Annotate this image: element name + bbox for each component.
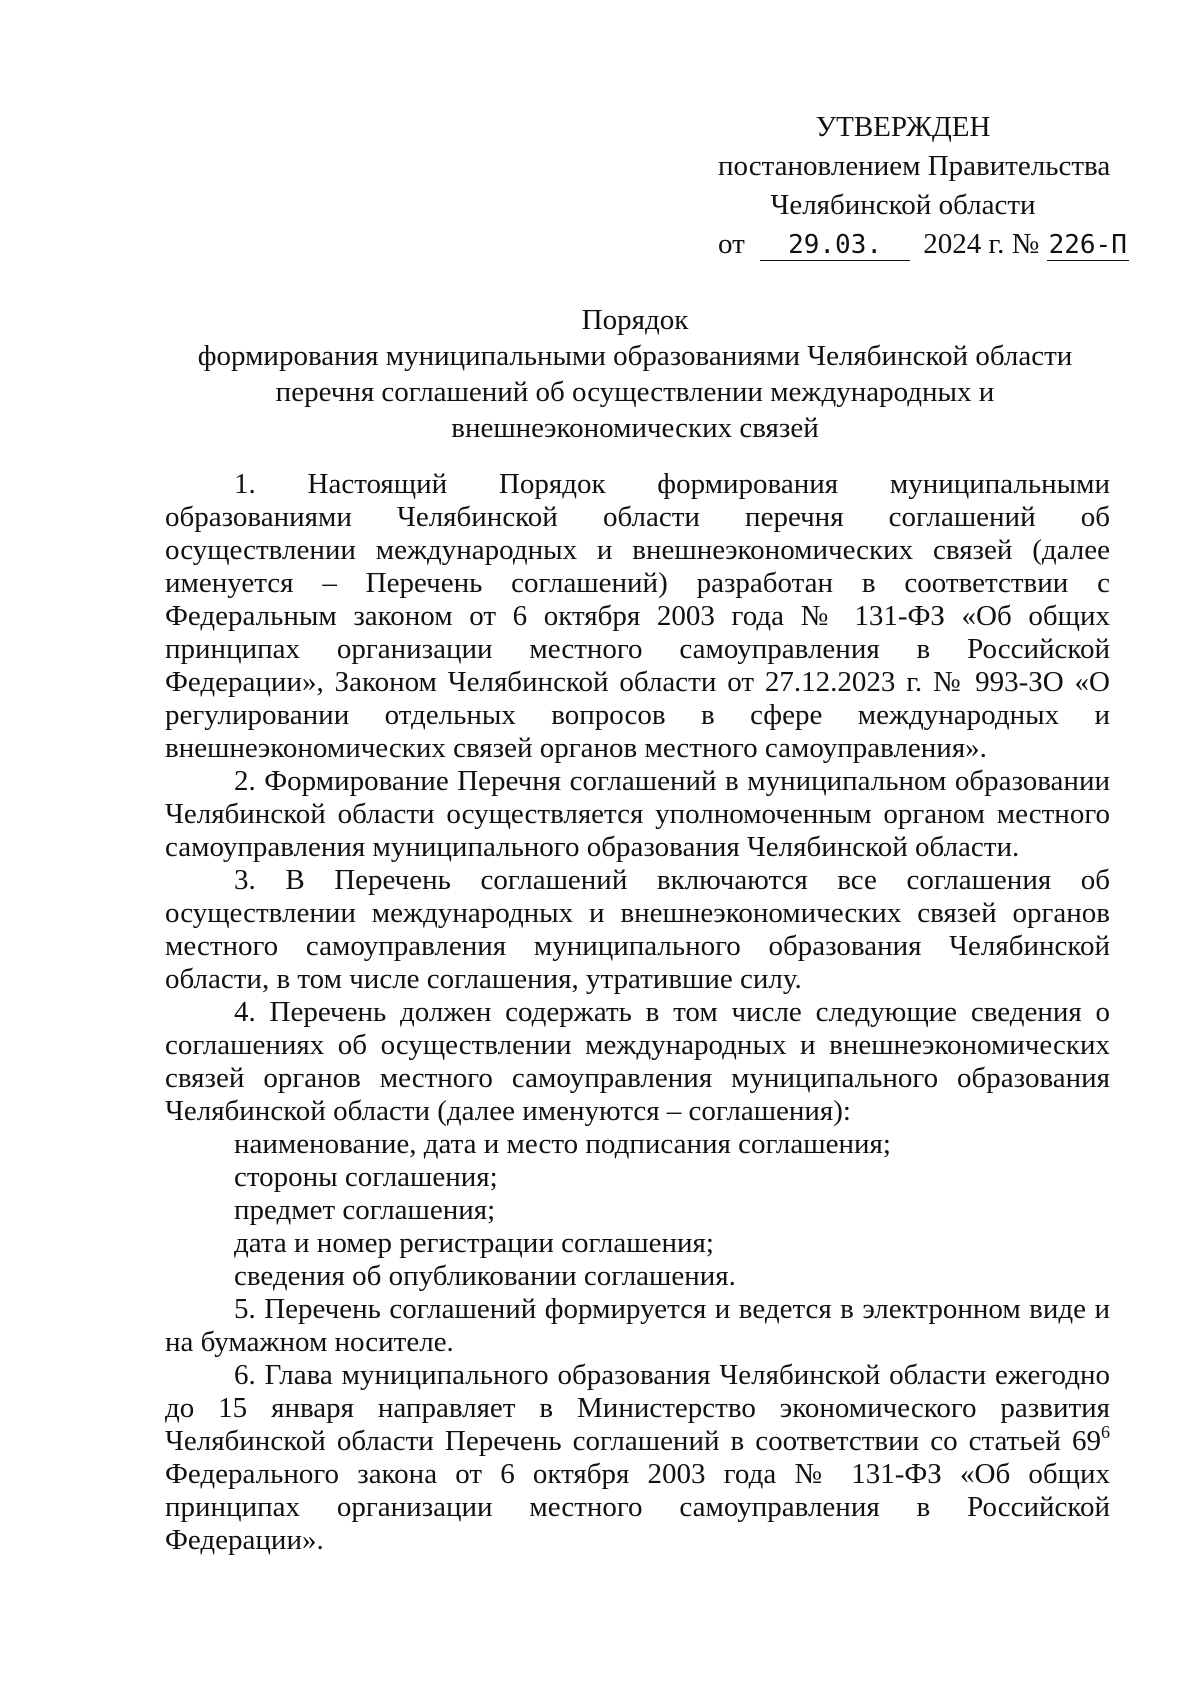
paragraph-6-text-a: 6. Глава муниципального образования Челябинской области ежегодно до 15 января направляет в Министерство экономического развития Челябинской области Перечень соглашений в соответствии со статьей 69 bbox=[165, 1359, 1110, 1457]
paragraph-2: 2. Формирование Перечня соглашений в муниципальном образовании Челябинской области осуществляется уполномоченным органом местного самоуправления муниципального образования Челябинской области. bbox=[165, 765, 1110, 863]
list-item: дата и номер регистрации соглашения; bbox=[234, 1227, 714, 1259]
paragraph-1: 1. Настоящий Порядок формирования муниципальными образованиями Челябинской области перечня соглашений об осуществлении международных и внешнеэкономических связей (далее именуется – Перечень соглашений) разработан в соответствии с Федеральным законом от 6 октября 2003 года № 131-ФЗ «Об общих принципах организации местного самоуправления в Российской Федерации», Законом Челябинской области от 27.12.2023 г. № 993-ЗО «О регулировании отдельных вопросов в сфере международных и внешнеэкономических связей органов местного самоуправления». bbox=[165, 468, 1110, 764]
list-item: стороны соглашения; bbox=[234, 1161, 498, 1193]
paragraph-5: 5. Перечень соглашений формируется и ведется в электронном виде и на бумажном носителе. bbox=[165, 1293, 1110, 1358]
list-item: сведения об опубликовании соглашения. bbox=[234, 1260, 736, 1292]
list-item: предмет соглашения; bbox=[234, 1194, 496, 1226]
article-superscript: 6 bbox=[1101, 1422, 1110, 1442]
approved-by-line-1: постановлением Правительства bbox=[718, 150, 1111, 182]
title-line-3: перечня соглашений об осуществлении международных и bbox=[275, 376, 995, 408]
title-line-1: Порядок bbox=[581, 304, 689, 336]
resolution-date-line bbox=[718, 225, 1127, 264]
document-title bbox=[165, 302, 1105, 446]
title-line-4: внешнеэкономических связей bbox=[451, 412, 819, 444]
document-body bbox=[165, 468, 1110, 1557]
list-item: наименование, дата и место подписания соглашения; bbox=[234, 1128, 891, 1160]
date-prefix: от bbox=[718, 228, 745, 260]
approved-heading: УТВЕРЖДЕН bbox=[815, 111, 991, 143]
approval-stamp bbox=[718, 108, 1127, 264]
title-line-2: формирования муниципальными образованиями Челябинской области bbox=[197, 340, 1073, 372]
paragraph-6-text-b: Федерального закона от 6 октября 2003 года № 131-ФЗ «Об общих принципах организации местного самоуправления в Российской Федерации». bbox=[165, 1458, 1110, 1556]
resolution-date: 29.03. bbox=[760, 230, 910, 261]
paragraph-4: 4. Перечень должен содержать в том числе следующие сведения о соглашениях об осуществлении международных и внешнеэкономических связей органов местного самоуправления муниципального образования Челябинской области (далее именуются – соглашения): bbox=[165, 996, 1110, 1127]
paragraph-6 bbox=[165, 1359, 1110, 1557]
resolution-year: 2024 г. № bbox=[923, 228, 1040, 260]
paragraph-3: 3. В Перечень соглашений включаются все соглашения об осуществлении международных и внешнеэкономических связей органов местного самоуправления муниципального образования Челябинской области, в том числе соглашения, утратившие силу. bbox=[165, 864, 1110, 995]
resolution-number: 226-П bbox=[1048, 230, 1127, 260]
approved-by-line-2: Челябинской области bbox=[770, 189, 1036, 221]
